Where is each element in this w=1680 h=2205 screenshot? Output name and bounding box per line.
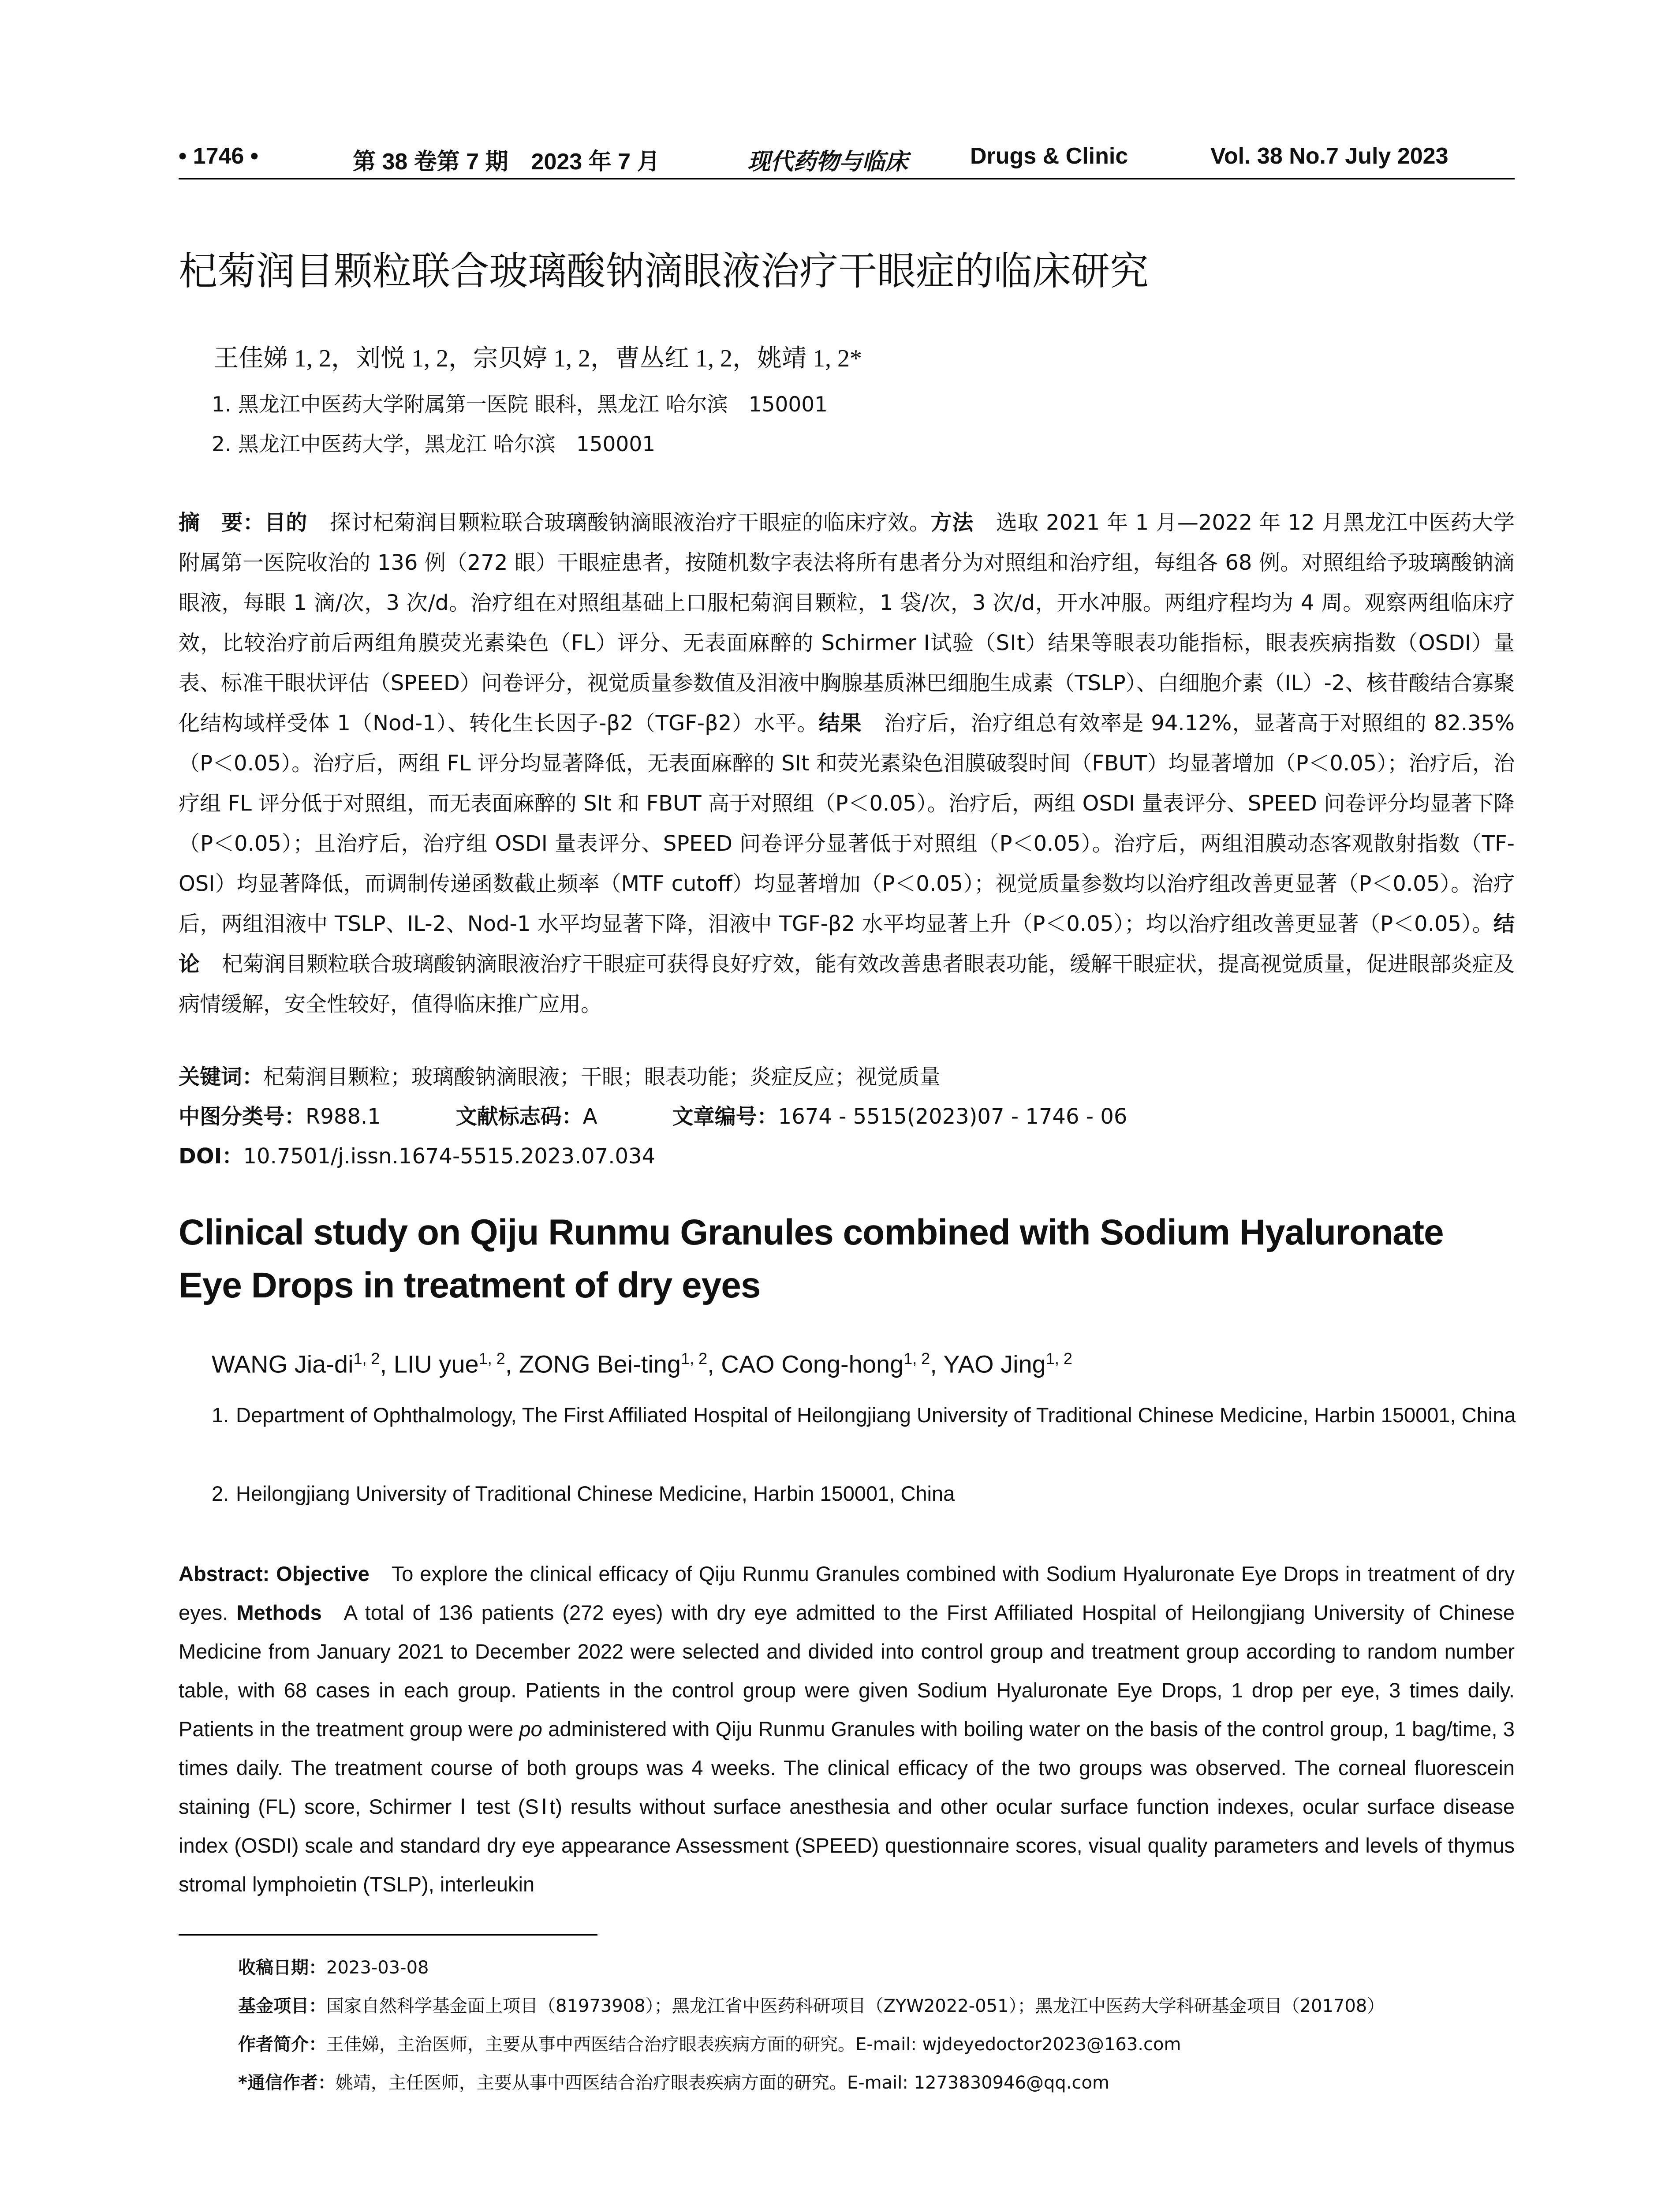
author-name: ZONG Bei-ting [519, 1350, 681, 1378]
footnote-received [238, 1954, 429, 1979]
keywords-label: 关键词： [179, 1065, 264, 1089]
methods-label: 方法 [930, 510, 974, 535]
clc-label: 中图分类号： [179, 1104, 306, 1129]
author-separator: , [930, 1350, 944, 1378]
chinese-affiliation-1: 1. 黑龙江中医药大学附属第一医院 眼科，黑龙江 哈尔滨 150001 [212, 392, 828, 417]
doi: 10.7501/j.issn.1674-5515.2023.07.034 [243, 1144, 656, 1169]
received-date: 2023-03-08 [326, 1958, 429, 1978]
methods-text: A total of 136 patients (272 eyes) with dry eye admitted to the First Affiliated Hospital of Heilongjiang University of Chinese Medicine from January 2021 to December 2022 were selected and divided into control group and treatment group according to random number table, with 68 cases in each group. Patients in the control group were given Sodium Hyaluronate Eye Drops, 1 drop per eye, 3 times daily. Patients in the treatment group were [179, 1601, 1515, 1741]
running-header [179, 140, 1515, 179]
corresponding-text: 姚靖，主任医师，主要从事中西医结合治疗眼表疾病方面的研究。E-mail: 1273830946@qq.com [335, 2073, 1109, 2093]
english-title: Clinical study on Qiju Runmu Granules combined with Sodium Hyaluronate Eye Drops in treatment of dry eyes [179, 1212, 1444, 1305]
objective-label: 目的 [264, 510, 308, 535]
doi-label: DOI： [179, 1144, 243, 1169]
issue-en: Vol. 38 No.7 July 2023 [1210, 143, 1449, 169]
author-affiliation-mark: 1, 2 [903, 1349, 930, 1368]
keywords: 杞菊润目颗粒；玻璃酸钠滴眼液；干眼；眼表功能；炎症反应；视觉质量 [263, 1065, 941, 1089]
author-name: CAO Cong-hong [721, 1350, 904, 1378]
doi-line [179, 1139, 655, 1170]
affiliation-text: Heilongjiang University of Traditional Chinese Medicine, Harbin 150001, China [236, 1482, 955, 1505]
author-name: LIU yue [393, 1350, 479, 1378]
results-label: 结果 [818, 711, 862, 736]
results-text: 治疗后，治疗组总有效率是 94.12%，显著高于对照组的 82.35%（P＜0.05）。治疗后，两组 FL 评分均显著降低，无表面麻醉的 SⅠt 和荧光素染色泪膜破裂时间（FBUT）均显著增加（P＜0.05）；治疗后，治疗组 FL 评分低于对照组，而无表面麻醉的 SⅠt 和 FBUT 高于对照组（P＜0.05）。治疗后，两组 OSDI 量表评分、SPEED 问卷评分均显著下降（P＜0.05）；且治疗后，治疗组 OSDI 量表评分、SPEED 问卷评分显著低于对照组（P＜0.05）。治疗后，两组泪膜动态客观散射指数（TF-OSI）均显著降低，而调制传递函数截止频率（MTF cutoff）均显著增加（P＜0.05）；视觉质量参数均以治疗组改善更显著（P＜0.05）。治疗后，两组泪液中 TSLP、IL-2、Nod-1 水平均显著下降，泪液中 TGF-β2 水平均显著上升（P＜0.05）；均以治疗组改善更显著（P＜0.05）。 [179, 711, 1515, 936]
abstract-label: 摘 要： [179, 510, 265, 535]
classification-line [179, 1099, 1127, 1130]
author-affiliation-mark: 1, 2 [353, 1349, 380, 1368]
author-bio-label: 作者简介： [238, 2034, 326, 2055]
author-bio-text: 王佳娣，主治医师，主要从事中西医结合治疗眼表疾病方面的研究。E-mail: wjdeyedoctor2023@163.com [326, 2034, 1181, 2055]
fund-text: 国家自然科学基金面上项目（81973908）；黑龙江省中医药科研项目（ZYW2022-051）；黑龙江中医药大学科研基金项目（201708） [326, 1996, 1385, 2016]
received-label: 收稿日期： [238, 1958, 326, 1978]
author-affiliation-mark: 1, 2 [478, 1349, 505, 1368]
objective-text: 探讨杞菊润目颗粒联合玻璃酸钠滴眼液治疗干眼症的临床疗效。 [329, 510, 931, 535]
methods-label: Methods [236, 1601, 322, 1624]
methods-text-continued: administered with Qiju Runmu Granules with boiling water on the basis of the control group, 1 bag/time, 3 times daily. The treatment course of both groups was 4 weeks. The clinical efficacy of the two groups was observed. The corneal fluorescein staining (FL) score, Schirmer Ⅰ test (SⅠt) results without surface anesthesia and other ocular surface function indexes, ocular surface disease index (OSDI) scale and standard dry eye appearance Assessment (SPEED) questionnaire scores, visual quality parameters and levels of thymus stromal lymphoietin (TSLP), interleukin [179, 1717, 1515, 1896]
footnote-divider [179, 1934, 597, 1936]
objective-text: To explore the clinical efficacy of Qiju Runmu Granules combined with Sodium Hyaluronate Eye Drops in treatment of dry eyes. [179, 1562, 1515, 1624]
author-separator: , [707, 1350, 721, 1378]
document-code-label: 文献标志码： [455, 1104, 583, 1129]
journal-name-cn: 现代药物与临床 [747, 148, 908, 175]
english-authors [212, 1349, 1072, 1379]
article-number-label: 文章编号： [672, 1104, 778, 1129]
footnote-author [238, 2030, 1181, 2056]
author-name: YAO Jing [943, 1350, 1046, 1378]
article-number: 1674 - 5515(2023)07 - 1746 - 06 [778, 1104, 1127, 1129]
affiliation-text: Department of Ophthalmology, The First Affiliated Hospital of Heilongjiang University of Traditional Chinese Medicine, Harbin 150001, China [236, 1403, 1516, 1427]
keywords-line [179, 1060, 941, 1090]
author-affiliation-mark: 1, 2 [681, 1349, 708, 1368]
affiliation-number: 1. [212, 1403, 229, 1427]
abstract-objective-label: Abstract: Objective [179, 1562, 370, 1585]
footnote-fund [238, 1992, 1385, 2017]
footnote-corresponding [238, 2069, 1109, 2094]
english-affiliation-1 [212, 1396, 1517, 1435]
chinese-authors: 王佳娣 1, 2，刘悦 1, 2，宗贝婷 1, 2，曹丛红 1, 2，姚靖 1, 2* [214, 345, 862, 372]
conclusion-text: 杞菊润目颗粒联合玻璃酸钠滴眼液治疗干眼症可获得良好疗效，能有效改善患者眼表功能，缓解干眼症状，提高视觉质量，促进眼部炎症及病情缓解，安全性较好，值得临床推广应用。 [179, 952, 1515, 1017]
methods-po: po [519, 1717, 542, 1741]
chinese-affiliation-2: 2. 黑龙江中医药大学，黑龙江 哈尔滨 150001 [212, 432, 656, 456]
english-abstract [179, 1555, 1515, 1904]
methods-text: 选取 2021 年 1 月—2022 年 12 月黑龙江中医药大学附属第一医院收治的 136 例（272 眼）干眼症患者，按随机数字表法将所有患者分为对照组和治疗组，每组各 68 例。对照组给予玻璃酸钠滴眼液，每眼 1 滴/次，3 次/d。治疗组在对照组基础上口服杞菊润目颗粒，1 袋/次，3 次/d，开水冲服。两组疗程均为 4 周。观察两组临床疗效，比较治疗前后两组角膜荧光素染色（FL）评分、无表面麻醉的 Schirmer Ⅰ试验（SⅠt）结果等眼表功能指标，眼表疾病指数（OSDI）量表、标准干眼状评估（SPEED）问卷评分，视觉质量参数值及泪液中胸腺基质淋巴细胞生成素（TSLP）、白细胞介素（IL）-2、核苷酸结合寡聚化结构域样受体 1（Nod-1）、转化生长因子-β2（TGF-β2）水平。 [179, 510, 1515, 736]
journal-name-en: Drugs & Clinic [970, 143, 1128, 169]
corresponding-label: *通信作者： [238, 2073, 336, 2093]
chinese-title: 杞菊润目颗粒联合玻璃酸钠滴眼液治疗干眼症的临床研究 [179, 248, 1149, 294]
conclusion-label: 结论 [179, 912, 1515, 976]
english-affiliation-2 [212, 1474, 1517, 1513]
affiliation-number: 2. [212, 1482, 229, 1505]
author-separator: , [380, 1350, 394, 1378]
page-number: • 1746 • [179, 143, 258, 169]
author-affiliation-mark: 1, 2 [1045, 1349, 1072, 1368]
author-separator: , [505, 1350, 519, 1378]
fund-label: 基金项目： [238, 1996, 326, 2016]
issue-cn: 第 38 卷第 7 期 2023 年 7 月 [353, 149, 660, 175]
author-name: WANG Jia-di [212, 1350, 354, 1378]
document-code: A [582, 1104, 597, 1129]
chinese-abstract [179, 503, 1515, 1024]
clc-number: R988.1 [306, 1104, 381, 1129]
